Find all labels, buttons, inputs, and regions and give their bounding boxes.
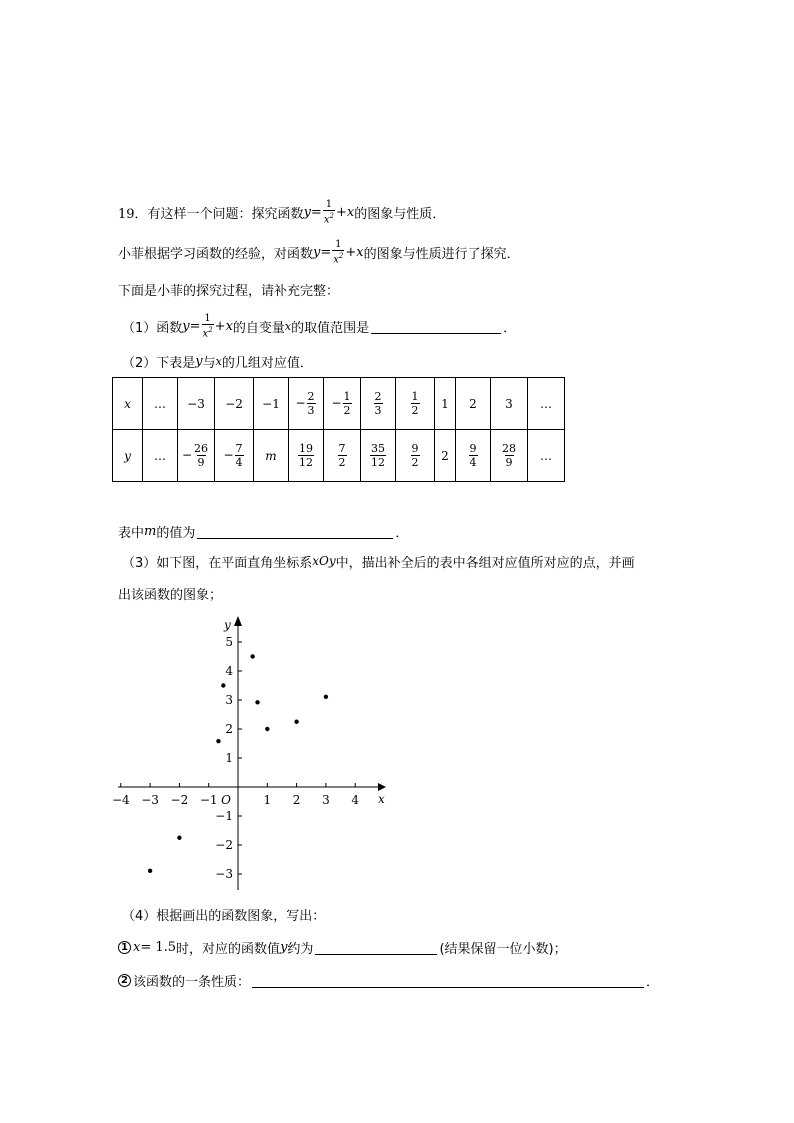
table-cell-x: −2 [215,378,254,430]
table-cell-y: m [254,430,289,482]
origin-label: O [221,793,231,807]
function-fraction: $\frac{1}{x^2}$ [202,312,213,340]
table-header-y: y [113,430,143,482]
x-tick-label: −3 [141,793,159,807]
data-point [294,720,298,724]
y-axis-arrow [234,616,242,626]
table-cell-x: 1 [435,378,456,430]
x-tick-label: 1 [263,793,272,807]
data-point [216,739,220,743]
y-axis-label: y [224,618,231,632]
x-axis-arrow [378,783,386,791]
question-3-line-2: 出该函数的图象； [118,587,223,603]
y-tick-label: −2 [215,838,233,852]
table-cell-y: $\frac{35}{12}$ [361,430,396,482]
question-1: （1）函数 y = $\frac{1}{x^2}$ + x 的自变量 x 的取值范围是 ． [122,312,517,340]
data-point [324,695,328,699]
y-tick-label: 3 [225,693,233,707]
answer-blank-domain[interactable] [371,319,501,334]
question-4-item-2: 2 该函数的一条性质： ． [118,965,659,995]
table-cell-x: $\frac{1}{2}$ [396,378,435,430]
function-fraction: $\frac{1}{x^2}$ [323,198,334,226]
table-cell-y: … [528,430,565,482]
question-3: （3）如下图，在平面直角坐标系 xOy 中，描出补全后的表中各组对应值所对应的点，并画 [122,554,635,571]
y-tick-label: 2 [225,722,233,736]
table-cell-y: − $\frac{7}{4}$ [215,430,254,482]
table-cell-x: 2 [456,378,491,430]
table-cell-y: $\frac{9}{2}$ [396,430,435,482]
value-table [112,377,565,482]
data-point [148,869,152,873]
table-row-y [113,430,565,482]
table-cell-x: 3 [491,378,528,430]
data-point [255,700,259,704]
table-cell-x: … [143,378,178,430]
table-cell-x: −1 [254,378,289,430]
table-cell-x: −3 [178,378,215,430]
answer-blank-property[interactable] [252,973,644,988]
function-fraction: $\frac{1}{x^2}$ [333,238,344,266]
coordinate-graph [110,612,400,897]
x-axis-label: x [378,792,385,806]
question-4: （4）根据画出的函数图象，写出： [122,908,326,924]
table-cell-y: $\frac{9}{4}$ [456,430,491,482]
problem-line-2: 小菲根据学习函数的经验，对函数 y = $\frac{1}{x^2}$ + x 的图象与性质进行了探究． [118,238,520,266]
x-tick-label: 4 [351,793,360,807]
answer-blank-value[interactable] [315,940,437,955]
problem-line-3: 下面是小菲的探究过程，请补充完整： [118,283,340,299]
y-tick-label: −1 [215,809,233,823]
table-cell-x: … [528,378,565,430]
problem-number: 19． [118,206,148,222]
y-tick-label: −3 [215,867,233,881]
question-2: （2）下表是 y 与 x 的几组对应值． [122,353,313,371]
circled-number-1: 1 [118,941,131,954]
data-point [250,654,254,658]
circled-number-2: 2 [118,974,131,987]
question-4-item-1: 1 x = 1.5 时，对应的函数值 y 约为 (结果保留一位小数)； [118,932,567,962]
table-cell-y: $\frac{19}{12}$ [289,430,324,482]
x-tick-label: −4 [111,793,130,807]
x-tick-label: −2 [170,793,189,807]
table-cell-y: $\frac{7}{2}$ [324,430,361,482]
y-tick-label: 1 [225,751,233,765]
table-cell-x: $\frac{2}{3}$ [361,378,396,430]
table-cell-y: − $\frac{26}{9}$ [178,430,215,482]
x-tick-label: 2 [292,793,301,807]
table-cell-y: $\frac{28}{9}$ [491,430,528,482]
x-tick-label: 3 [322,793,330,807]
problem-statement: 19． 有这样一个问题：探究函数 y = $\frac{1}{x^2}$ + x 的图象与性质． [118,198,446,226]
y-tick-label: 4 [225,664,233,678]
table-cell-y: 2 [435,430,456,482]
table-row-x [113,378,565,430]
data-point [221,683,225,687]
table-cell-y: … [143,430,178,482]
problem-intro: 有这样一个问题：探究函数 [147,206,304,222]
table-header-x: x [113,378,143,430]
answer-blank-m[interactable] [197,524,393,539]
data-point [265,727,269,731]
x-tick-label: −1 [199,793,218,807]
table-cell-x: − $\frac{2}{3}$ [289,378,324,430]
data-point [177,836,181,840]
table-cell-x: − $\frac{1}{2}$ [324,378,361,430]
question-2-answer: 表中 m 的值为 ． [118,523,409,541]
y-tick-label: 5 [225,635,233,649]
